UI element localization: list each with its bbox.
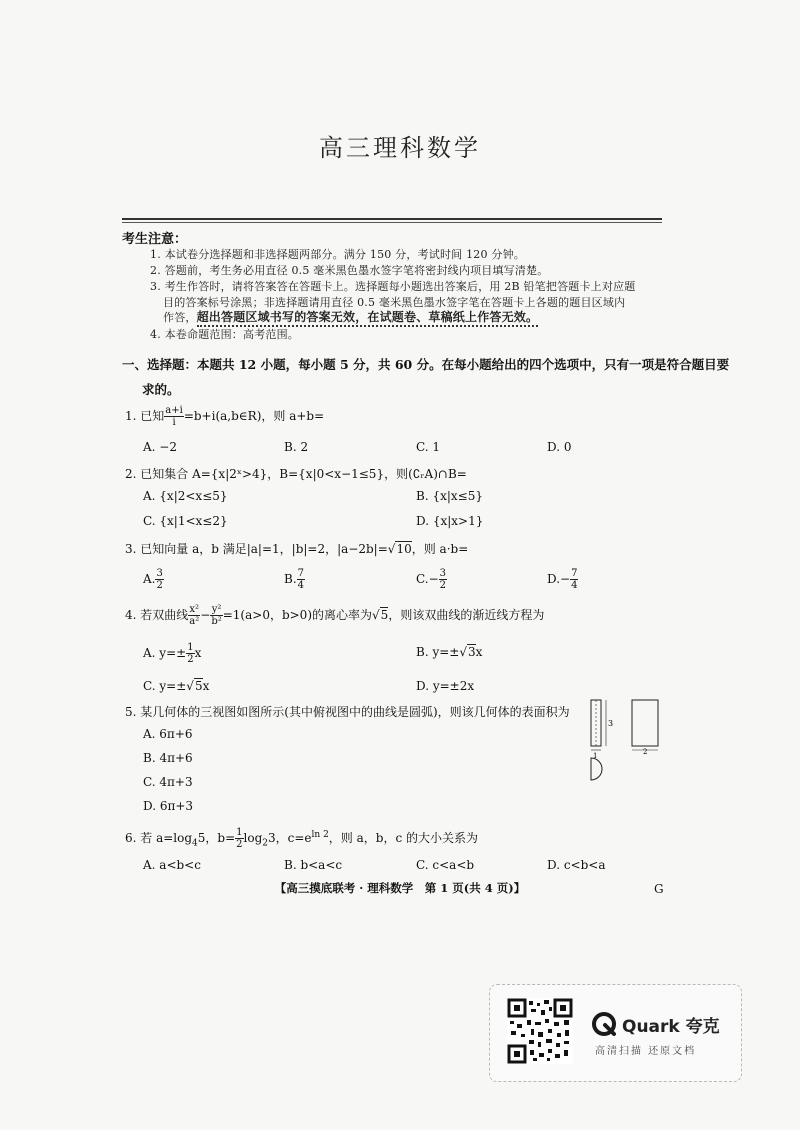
notice-item-3-cont2 <box>163 308 538 325</box>
q6-option-c: C. c<a<b <box>416 858 475 872</box>
quark-tagline: 高清扫描 还原文档 <box>595 1046 697 1057</box>
notice-item-3-cont: 目的答案标号涂黑；非选择题请用直径 0.5 毫米黑色墨水签字笔在答题卡上各题的题目区域内 <box>163 296 626 309</box>
q2-option-b: B. {x|x≤5} <box>416 489 483 503</box>
q3-c-sign: − <box>428 572 439 586</box>
q3-b-den: 4 <box>297 580 305 591</box>
q1-frac-den: i <box>172 417 176 428</box>
q3-c-den: 2 <box>439 580 447 591</box>
q4-option-c: C. y=±√5x <box>143 679 210 693</box>
front-view <box>591 700 601 746</box>
qr-code-icon <box>507 998 573 1064</box>
q6-sup: ln 2 <box>311 830 329 840</box>
q6-option-b: B. b<a<c <box>284 858 343 872</box>
q4-a-frac <box>186 642 194 665</box>
q4-f2-den: b² <box>211 616 222 627</box>
q3-d-den: 4 <box>571 580 578 591</box>
question-5-stem: 5. 某几何体的三视图如图所示(其中俯视图中的曲线是圆弧)，则该几何体的表面积为 <box>125 705 570 719</box>
height-label: 3 <box>608 719 614 728</box>
q2-option-a: A. {x|2<x≤5} <box>143 489 228 503</box>
q3-c-frac <box>439 568 447 591</box>
q5-option-c: C. 4π+3 <box>143 775 193 789</box>
q3-root: 10 <box>396 542 412 556</box>
q6-sub1: 4 <box>192 838 198 849</box>
q3-a-frac <box>155 568 163 591</box>
q4-a-post: x <box>194 646 202 660</box>
q2-option-c: C. {x|1<x≤2} <box>143 514 228 528</box>
q3-option-b <box>284 568 305 591</box>
q4-option-a <box>143 642 201 665</box>
q1-prefix: 1. 已知 <box>125 409 165 423</box>
q3-b-frac <box>297 568 305 591</box>
q3-a-label: A. <box>143 572 156 586</box>
q1-fraction <box>164 405 184 428</box>
notice-item-2: 2. 答题前，考生务必用直径 0.5 毫米黑色墨水签字笔将密封线内项目填写清楚。 <box>150 264 549 277</box>
q6-frac-num: 1 <box>236 827 243 838</box>
exam-title: 高三理科数学 <box>319 134 481 162</box>
q4-a-pre: A. y=± <box>143 646 187 660</box>
w1-label: 1 <box>593 752 598 760</box>
q1-frac-num: a+i <box>165 405 183 416</box>
question-6-stem <box>125 827 478 850</box>
q6-prefix: 6. 若 a=log <box>125 831 193 845</box>
q4-f1-num: x² <box>189 604 200 615</box>
top-view <box>591 758 602 780</box>
q3-b-label: B. <box>284 572 297 586</box>
q4-b-root: 3 <box>468 645 476 659</box>
section-1-heading: 一、选择题：本题共 12 小题，每小题 5 分，共 60 分。在每小题给出的四个选项中，只有一项是符合题目要 <box>122 357 730 372</box>
q3-c-label: C. <box>416 572 429 586</box>
question-2-stem: 2. 已知集合 A={x|2ˣ>4}，B={x|0<x−1≤5}，则(∁ᵣA)∩B= <box>125 467 467 481</box>
q6-mid2: log <box>243 831 263 845</box>
q4-c-post: x <box>202 679 210 693</box>
q3-option-c <box>416 568 447 591</box>
title-rule-thick <box>122 218 662 220</box>
title-rule-thin <box>122 222 662 223</box>
q5-option-d: D. 6π+3 <box>143 799 194 813</box>
q1-option-a: A. −2 <box>143 440 177 454</box>
section-1-heading-cont: 求的。 <box>142 382 180 397</box>
q4-b-pre: B. y=± <box>416 645 460 659</box>
notice-item-3: 3. 考生作答时，请将答案答在答题卡上。选择题每小题选出答案后，用 2B 铅笔把答题卡上对应题 <box>150 280 636 293</box>
q1-option-d: D. 0 <box>547 440 572 454</box>
q3-stem-b: ，则 a·b= <box>411 542 469 556</box>
q4-c-root: 5 <box>194 679 203 693</box>
q3-d-frac <box>570 568 578 591</box>
q3-b-num: 7 <box>297 568 305 579</box>
q3-a-den: 2 <box>156 580 163 591</box>
footer-code: G <box>654 882 664 896</box>
q6-mid1: 5，b= <box>197 831 236 845</box>
page-footer: 【高三摸底联考 · 理科数学 第 1 页(共 4 页)】 <box>274 881 526 895</box>
notice-item-1: 1. 本试卷分选择题和非选择题两部分。满分 150 分，考试时间 120 分钟。 <box>150 248 525 261</box>
q6-sub2: 2 <box>262 838 269 849</box>
q4-option-d: D. y=±2x <box>416 679 475 693</box>
q1-option-b: B. 2 <box>284 440 309 454</box>
question-1-stem <box>125 405 324 428</box>
q4-root: 5 <box>380 608 389 622</box>
q3-stem-a: 3. 已知向量 a，b 满足|a|=1，|b|=2，|a−2b|= <box>125 542 388 556</box>
q4-mid: =1(a>0，b>0)的离心率为 <box>222 608 373 622</box>
q3-a-num: 3 <box>156 568 163 579</box>
w2-label: 2 <box>643 748 648 756</box>
q6-mid3: 3，c=e <box>268 831 312 845</box>
q4-a-den: 2 <box>187 654 194 665</box>
q6-frac-den: 2 <box>236 839 243 850</box>
q4-frac-2 <box>210 604 222 627</box>
side-view <box>632 700 658 746</box>
question-4-stem: 4. 若双曲线 $\frac{\text{x²}}{\text{a²}}$ − $\frac{\text{y²}}{\text{b²}}$ =1(a>0，b>0)的离心率为√5，则该双曲线的渐近线方程为 <box>125 604 545 627</box>
q2-option-d: D. {x|x>1} <box>416 514 484 528</box>
three-view-figure <box>586 696 676 786</box>
q6-frac <box>235 827 243 850</box>
question-3-stem: 3. 已知向量 a，b 满足|a|=1，|b|=2，|a−2b|=√10，则 a·b= <box>125 542 469 556</box>
q4-prefix: 4. 若双曲线 <box>125 608 189 622</box>
q4-rest: ，则该双曲线的渐近线方程为 <box>388 608 545 622</box>
q6-rest: ，则 a，b，c 的大小关系为 <box>328 831 478 845</box>
q3-d-num: 7 <box>571 568 578 579</box>
q3-c-num: 3 <box>439 568 447 579</box>
q4-frac-1 <box>188 604 200 627</box>
q1-option-c: C. 1 <box>416 440 441 454</box>
q4-minus: − <box>200 608 211 622</box>
q5-option-a: A. 6π+6 <box>143 727 193 741</box>
notice-item-3-prefix: 作答， <box>163 311 197 324</box>
q6-option-d: D. c<b<a <box>547 858 606 872</box>
q3-option-d <box>547 568 578 591</box>
q5-option-b: B. 4π+6 <box>143 751 193 765</box>
q6-option-a: A. a<b<c <box>143 858 201 872</box>
q1-rest: =b+i(a,b∈R)，则 a+b= <box>183 409 325 423</box>
notice-item-4: 4. 本卷命题范围：高考范围。 <box>150 328 299 341</box>
q4-f1-den: a² <box>189 616 200 627</box>
notice-emphasis: 超出答题区域书写的答案无效，在试题卷、草稿纸上作答无效。 <box>197 310 539 327</box>
q4-b-post: x <box>475 645 483 659</box>
notice-heading: 考生注意： <box>122 232 188 247</box>
q4-a-num: 1 <box>187 642 194 653</box>
q3-option-a <box>143 568 164 591</box>
q3-d-sign: − <box>560 572 571 586</box>
q4-c-pre: C. y=± <box>143 679 187 693</box>
q3-d-label: D. <box>547 572 561 586</box>
quark-logo-icon <box>592 1012 616 1036</box>
q4-f2-num: y² <box>211 604 222 615</box>
q4-option-b: B. y=±√3x <box>416 645 483 659</box>
quark-brand: Quark 夸克 <box>622 1017 720 1037</box>
